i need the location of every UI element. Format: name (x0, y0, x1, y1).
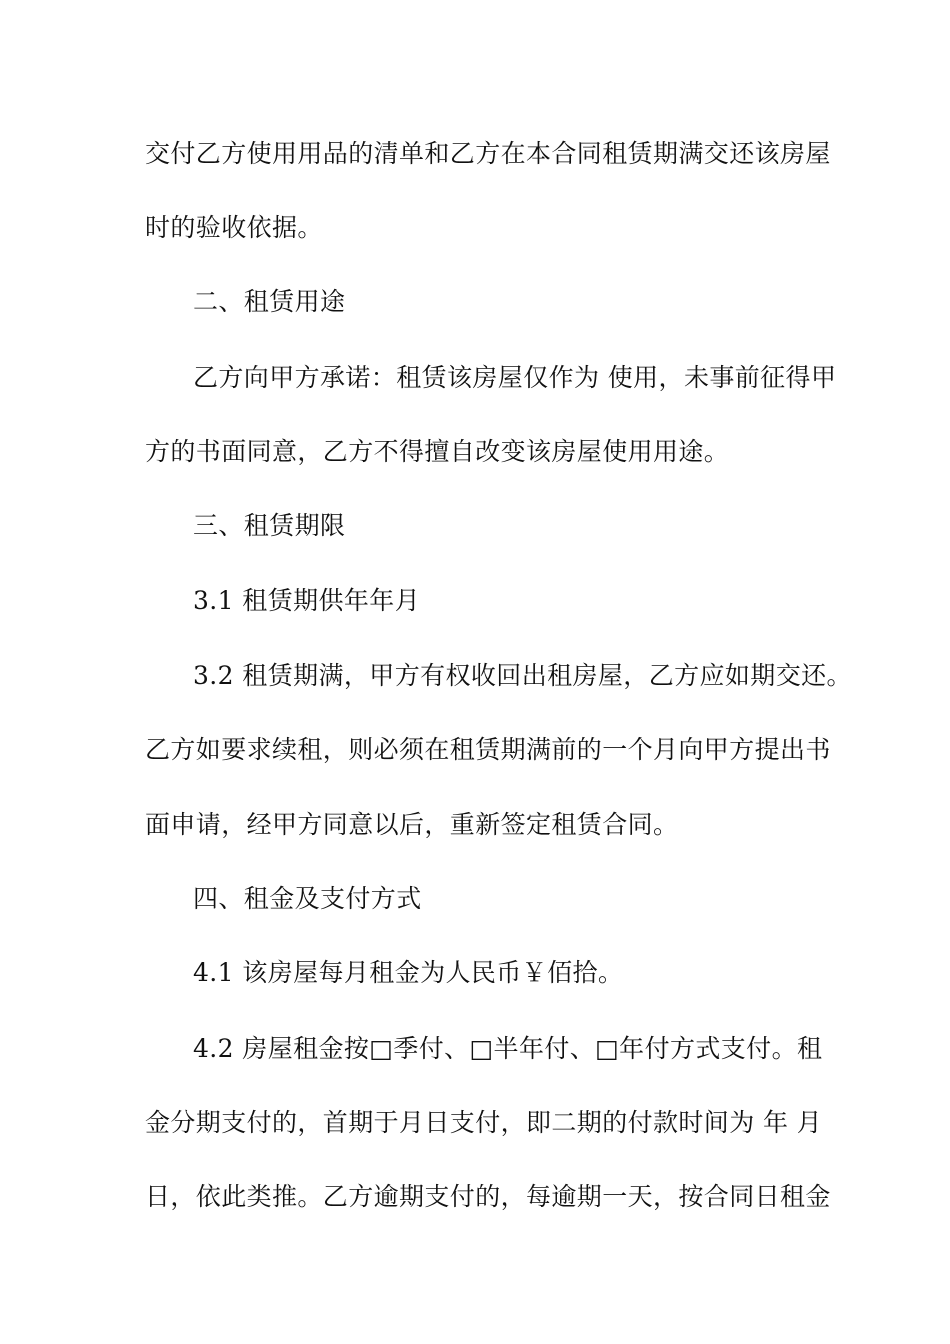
paragraph-line: 乙方向甲方承诺：租赁该房屋仅作为 使用，未事前征得甲 (193, 363, 837, 392)
clause-line: 3.2 租赁期满，甲方有权收回出租房屋，乙方应如期交还。 (193, 661, 852, 690)
paragraph-line: 乙方如要求续租，则必须在租赁期满前的一个月向甲方提出书 (145, 735, 831, 764)
paragraph-line: 日，依此类推。乙方逾期支付的，每逾期一天，按合同日租金 (145, 1182, 831, 1211)
paragraph-line: 金分期支付的，首期于月日支付，即二期的付款时间为 年 月 (145, 1108, 823, 1137)
section-heading: 四、租金及支付方式 (193, 884, 422, 913)
clause-line: 4.2 房屋租金按□季付、□半年付、□年付方式支付。租 (193, 1034, 823, 1063)
paragraph-line: 时的验收依据。 (145, 213, 323, 242)
paragraph-line: 面申请，经甲方同意以后，重新签定租赁合同。 (145, 810, 679, 839)
section-heading: 三、租赁期限 (193, 511, 346, 540)
section-heading: 二、租赁用途 (193, 287, 346, 316)
clause-line: 3.1 租赁期供年年月 (193, 586, 421, 615)
paragraph-line: 方的书面同意，乙方不得擅自改变该房屋使用用途。 (145, 437, 730, 466)
clause-line: 4.1 该房屋每月租金为人民币￥佰拾。 (193, 958, 624, 987)
paragraph-line: 交付乙方使用用品的清单和乙方在本合同租赁期满交还该房屋 (145, 139, 831, 168)
